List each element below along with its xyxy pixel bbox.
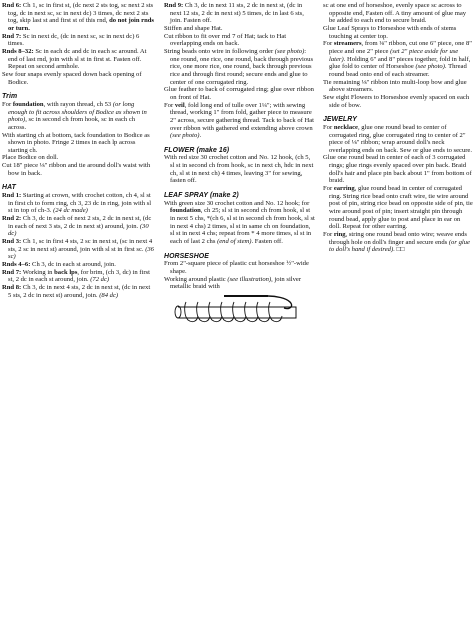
pattern-paragraph: Tie remaining ⅛" ribbon into multi-loop bow and glue above streamers. (323, 78, 467, 94)
section-gap (323, 109, 473, 116)
section-heading: Trim (2, 93, 18, 101)
pattern-paragraph: Rnds 8–32: Sc in each dc and dc in each sc around. At end of last rnd, join with sl st in first st. Fasten off. Repeat on second armhole. (2, 47, 147, 71)
section-gap (2, 86, 154, 93)
column-3 (323, 2, 473, 254)
pattern-paragraph: For streamers, from ⅛" ribbon, cut one 6" piece, one 8" piece and one 2" piece (set 2" piece aside for use later). Holding 6" and 8" pieces together, fold in half, glue fold to center of Horseshoe (see photo). Thread round bead onto end of each streamer. (323, 40, 472, 78)
pattern-paragraph: Glue one round bead in center of each of 3 corrugated rings; glue rings evenly spaced over pin back. Braid doll's hair and place pin back about 1" from bottom of braid. (323, 154, 472, 185)
pattern-paragraph: With green size 30 crochet cotton and No. 12 hook; for foundation, ch 25; sl st in second ch from hook, sl st in next 5 chs, *(ch 6, sl st in second ch from hook, sl st in next 4 chs) 2 times, sl st in same ch on foundation, sl st in next 4 chs; repeat from * 4 more times, sl st in each of last 2 chs (end of stem). Fasten off. (164, 199, 315, 246)
horseshoe-braid-illustration (164, 292, 315, 330)
section-heading: FLOWER (make 16) (164, 146, 230, 154)
pattern-paragraph: With starting ch at bottom, tack foundation to Bodice as shown in photo. Fringe 2 times in each lp across starting ch. (2, 131, 150, 154)
pattern-paragraph: For veil, fold long end of tulle over 1¼"; with sewing thread, working 1" from fold, gather piece to measure 2" across, secure gathering thread. Tack to back of Hat over ribbon with gathered end extending above crown (see photo). (164, 101, 314, 140)
section-heading: JEWELRY (323, 116, 357, 124)
pattern-paragraph: Rnd 3: Ch 1, sc in first 4 sts, 2 sc in next st, (sc in next 4 sts, 2 sc in next st) around, join with sl st in first sc. (36 sc) (2, 238, 154, 261)
column-1 (2, 2, 154, 299)
pattern-paragraph: For foundation, with rayon thread, ch 53 (or long enough to fit across shoulders of Bodice as shown in photo), sc in second ch from hook, sc in each ch across. (2, 100, 147, 131)
pattern-paragraph: Cut ribbon to fit over rnd 7 of Hat; tack to Hat overlapping ends on back. (164, 32, 287, 48)
pattern-paragraph: For ring, string one round bead onto wire; weave ends through hole on doll's finger and secure ends (or glue to doll's hand if desired). □□ (323, 231, 470, 254)
pattern-paragraph: From 2"-square piece of plastic cut horseshoe ½"-wide shape. (164, 260, 309, 275)
pattern-paragraph: Rnd 9: Ch 3, dc in next 11 sts, 2 dc in next st, (dc in next 12 sts, 2 dc in next st) 5 times, dc in last 6 sts, join. Fasten off. (164, 2, 304, 25)
pattern-paragraph: Rnd 7: Working in back lps, for brim, (ch 3, dc) in first st, 2 dc in each st around, join. (72 dc) (2, 268, 150, 284)
section-gap (164, 185, 315, 192)
section-heading: LEAF SPRAY (make 2) (164, 192, 239, 200)
pattern-paragraph: For necklace, glue one round bead to center of corrugated ring, glue corrugated ring to center of 2" piece of ⅛" ribbon; wrap around doll's neck overlapping ends on back. Sew or glue ends to secure. (323, 123, 473, 154)
pattern-paragraph: For earring, glue round bead in center of corrugated ring. String rice bead onto craft wire, tie wire around post of pin, string rice bead on opposite side of pin, tie wire around post of pin; insert straight pin through round bead, apply glue to post and place in ear on doll. Repeat for other earring. (323, 185, 473, 231)
pattern-paragraph: Glue feather to back of corrugated ring; glue over ribbon on front of Hat. (164, 86, 314, 101)
section-heading: HAT (2, 184, 16, 192)
pattern-paragraph: With red size 30 crochet cotton and No. 12 hook, (ch 5, sl st in second ch from hook, sc in next ch, hdc in next ch, sl st in next ch) 4 times, leaving 3" for sewing, fasten off. (164, 154, 314, 185)
braid-drawing-icon (164, 292, 314, 330)
pattern-paragraph: Stiffen and shape Hat. (164, 24, 223, 32)
section-gap (2, 177, 154, 184)
pattern-paragraph: Rnds 4–6: Ch 3, dc in each st around, join. (2, 261, 116, 268)
pattern-paragraph: Rnd 1: Starting at crown, with crochet cotton, ch 4, sl st in first ch to form ring, ch 3, 23 dc in ring, join with sl st in top of ch-3. (24 dc made) (2, 192, 152, 215)
pattern-paragraph: String beads onto wire in following order (see photo): one round, one rice, one round, back through previous rice, one more rice, one round, back through previous rice and through first round; secure ends and glue to center of one corrugated ring. (164, 47, 314, 86)
pattern-paragraph: Working around plastic (see illustration), join silver metallic braid with (164, 275, 302, 291)
pattern-paragraph: Glue Leaf Sprays to Horseshoe with ends of stems touching at center top. (323, 24, 457, 40)
pattern-paragraph: Rnd 6: Ch 1, sc in first st, (dc next 2 sts tog, sc next 2 sts tog, dc in next sc, sc in next dc) 3 times, dc next 2 sts tog, skip last st and first st of this rnd, do not join rnds or turn. (2, 2, 154, 32)
pattern-paragraph: Rnd 2: Ch 3, dc in each of next 2 sts, 2 dc in next st, (dc in each of next 3 sts, 2 dc in next st) around, join. (30 dc) (2, 215, 152, 238)
pattern-paragraph: Sew eight Flowers to Horseshoe evenly spaced on each side of bow. (323, 93, 470, 109)
column-2 (164, 2, 315, 330)
pattern-paragraph: Cut 18" piece ⅛" ribbon and tie around doll's waist with bow in back. (2, 162, 151, 177)
section-gap (164, 140, 315, 147)
section-gap (164, 246, 315, 253)
pattern-paragraph: Sew four snaps evenly spaced down back opening of Bodice. (2, 70, 142, 86)
pattern-paragraph: Rnd 7: Sc in next dc, (dc in next sc, sc in next dc) 6 times. (2, 32, 140, 48)
pattern-paragraph: Rnd 8: Ch 3, dc in next 4 sts, 2 dc in next st, (dc in next 5 sts, 2 dc in next st) around, join. (84 dc) (2, 283, 151, 299)
section-heading: HORSESHOE (164, 252, 209, 260)
pattern-paragraph: sc at one end of horseshoe, evenly space sc across to opposite end, Fasten off. A tiny amount of glue may be added to each end to secure braid. (323, 2, 467, 25)
pattern-paragraph: Place Bodice on doll. (2, 154, 59, 162)
